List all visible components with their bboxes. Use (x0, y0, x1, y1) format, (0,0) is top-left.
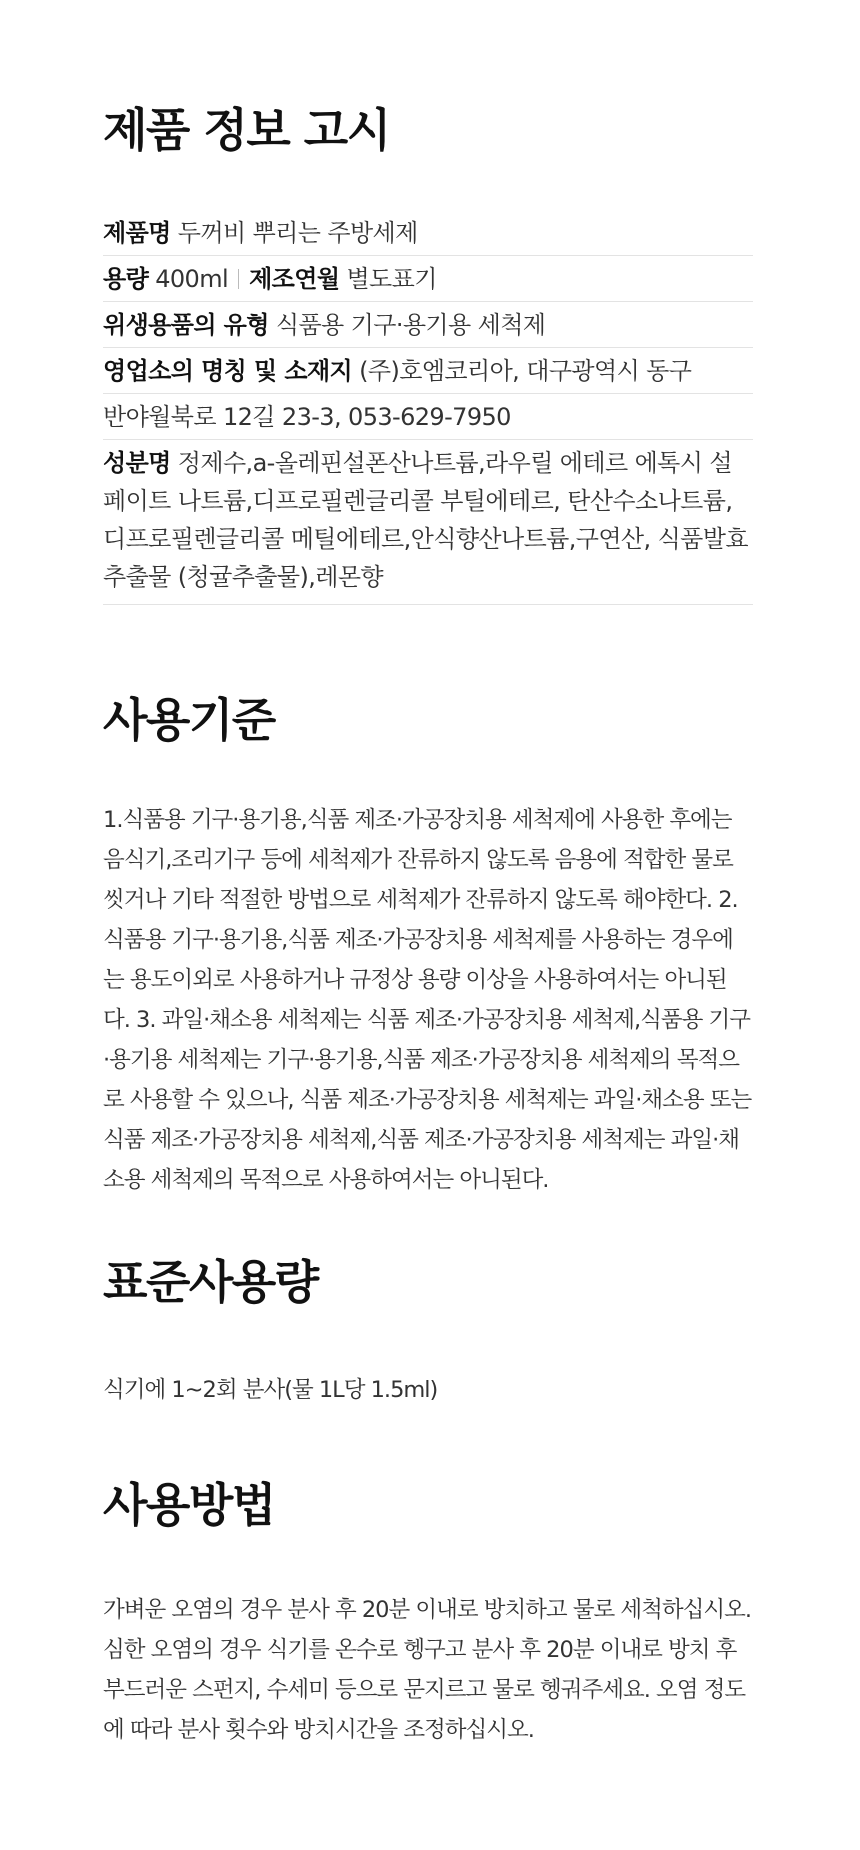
info-value: 정제수,a-올레핀설폰산나트륨,라우릴 에테르 에톡시 설페이트 나트륨,디프로필렌글리콜 부틸에테르, 탄산수소나트륨,디프로필렌글리콜 메틸에테르,안식향산나트륨,구연산, 식품발효추출물 (청귤추출물),레몬향 (103, 449, 748, 591)
info-value: 식품용 기구·용기용 세척제 (275, 311, 546, 339)
info-row-business (103, 348, 753, 394)
product-info-table (103, 210, 753, 605)
info-value: 두꺼비 뿌리는 주방세제 (177, 219, 418, 247)
usage-method-text: 가벼운 오염의 경우 분사 후 20분 이내로 방치하고 물로 세척하십시오. 심한 오염의 경우 식기를 온수로 헹구고 분사 후 20분 이내로 방치 후 부드러운 스펀지, 수세미 등으로 문지르고 물로 헹궈주세요. 오염 정도에 따라 분사 횟수와 방치시간을 조정하십시오. (103, 1597, 751, 1743)
info-value: (주)호엠코리아, 대구광역시 동구 (359, 357, 692, 385)
info-row-hygiene-type (103, 302, 753, 348)
usage-method-title: 사용방법 (103, 1478, 275, 1532)
standard-dosage-section (103, 1252, 753, 1410)
info-label: 제품명 (103, 219, 171, 247)
info-value: 반야월북로 12길 23-3, 053-629-7950 (103, 403, 511, 431)
standard-dosage-text: 식기에 1~2회 분사(물 1L당 1.5ml) (103, 1377, 438, 1403)
info-label: 제조연월 (249, 265, 340, 293)
info-row-capacity (103, 256, 753, 302)
standard-dosage-title: 표준사용량 (103, 1255, 318, 1309)
info-value: 별도표기 (346, 265, 437, 293)
info-label: 용량 (103, 265, 149, 293)
usage-standard-title: 사용기준 (103, 693, 275, 747)
info-label: 성분명 (103, 449, 171, 477)
info-row-address (103, 394, 753, 440)
info-row-ingredients (103, 440, 753, 605)
info-row-product-name (103, 210, 753, 256)
usage-standard-text: 1.식품용 기구·용기용,식품 제조·가공장치용 세척제에 사용한 후에는 음식기,조리기구 등에 세척제가 잔류하지 않도록 음용에 적합한 물로 씻거나 기타 적절한 방법으로 세척제가 잔류하지 않도록 해야한다. 2. 식품용 기구·용기용,식품 제조·가공장치용 세척제를 사용하는 경우에는 용도이외로 사용하거나 규정상 용량 이상을 사용하여서는 아니된다. 3. 과일·채소용 세척제는 식품 제조·가공장치용 세척제,식품용 기구·용기용 세척제는 기구·용기용,식품 제조·가공장치용 세척제의 목적으로 사용할 수 있으나, 식품 제조·가공장치용 세척제는 과일·채소용 또는 식품 제조·가공장치용 세척제,식품 제조·가공장치용 세척제는 과일·채소용 세척제의 목적으로 사용하여서는 아니된다. (103, 807, 752, 1193)
product-info-title: 제품 정보 고시 (103, 103, 390, 157)
usage-method-section (103, 1475, 753, 1750)
divider (238, 269, 239, 289)
usage-standard-section (103, 690, 753, 1200)
info-value: 400ml (155, 265, 229, 293)
product-info-section (103, 100, 753, 605)
info-label: 위생용품의 유형 (103, 311, 269, 339)
info-label: 영업소의 명칭 및 소재지 (103, 357, 353, 385)
